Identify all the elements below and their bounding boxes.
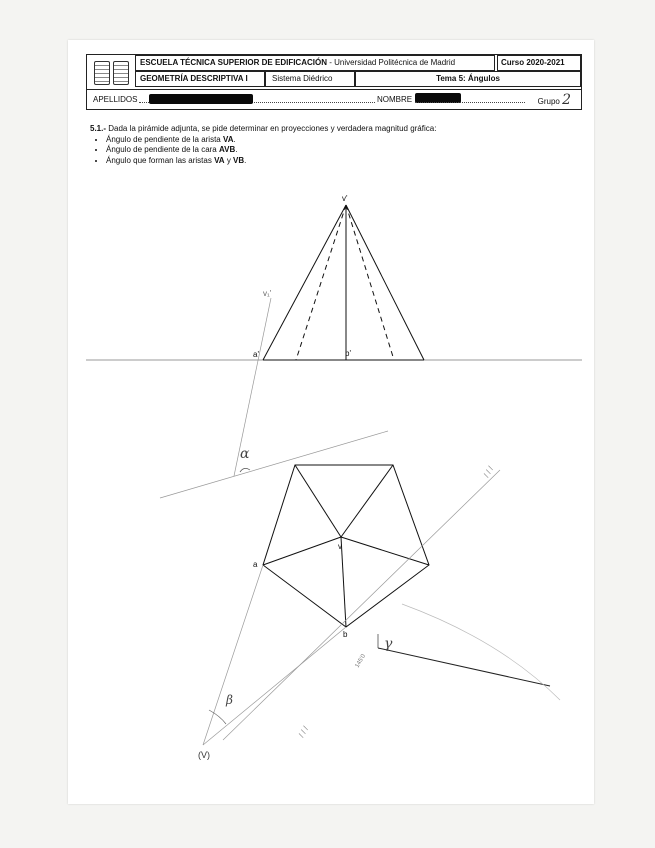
- label-b-plan: b: [343, 630, 348, 639]
- school-title: ESCUELA TÉCNICA SUPERIOR DE EDIFICACIÓN: [140, 58, 327, 67]
- label-dimension: 145'0: [354, 653, 367, 669]
- group-value: 2: [562, 92, 571, 108]
- alpha-construction: [160, 298, 388, 498]
- label-a-elevation: a': [253, 350, 259, 359]
- label-ticks-lower: / / /: [296, 724, 311, 739]
- drawing-labels: [198, 194, 496, 760]
- task-item: • Ángulo que forman las aristas VA y VB.: [106, 156, 436, 167]
- label-a-plan: a: [253, 560, 258, 569]
- subject-name: GEOMETRÍA DESCRIPTIVA I: [135, 71, 265, 87]
- topic-name: Tema 5: Ángulos: [355, 71, 581, 87]
- label-alpha: α: [240, 446, 250, 462]
- pyramid-plan: [263, 465, 429, 627]
- intro-text: Dada la pirámide adjunta, se pide determinar en proyecciones y verdadera magnitud gráfica:: [106, 124, 437, 133]
- label-gamma: γ: [384, 636, 393, 652]
- university-name: - Universidad Politécnica de Madrid: [326, 58, 456, 67]
- problem-number: 5.1.-: [90, 124, 107, 133]
- label-v1-elevation: v₁': [263, 289, 272, 298]
- label-v-rabatido: (V): [198, 750, 210, 760]
- task-item: • Ángulo de pendiente de la arista VA.: [106, 135, 436, 146]
- task-item: • Ángulo de pendiente de la cara AVB.: [106, 145, 436, 156]
- surname-label: APELLIDOS: [93, 95, 138, 104]
- name-label: NOMBRE: [377, 95, 413, 104]
- course-year: Curso 2020-2021: [497, 55, 581, 71]
- label-b-elevation: b': [345, 349, 351, 358]
- label-beta: β: [226, 693, 233, 707]
- label-ticks-upper: / / /: [481, 464, 496, 479]
- system-name: Sistema Diédrico: [265, 71, 355, 87]
- label-v-plan: v: [338, 542, 342, 551]
- label-v-elevation: v': [342, 194, 348, 203]
- pyramid-elevation: [263, 205, 424, 360]
- group-label: Grupo: [537, 97, 560, 106]
- construction-lines: [203, 470, 560, 745]
